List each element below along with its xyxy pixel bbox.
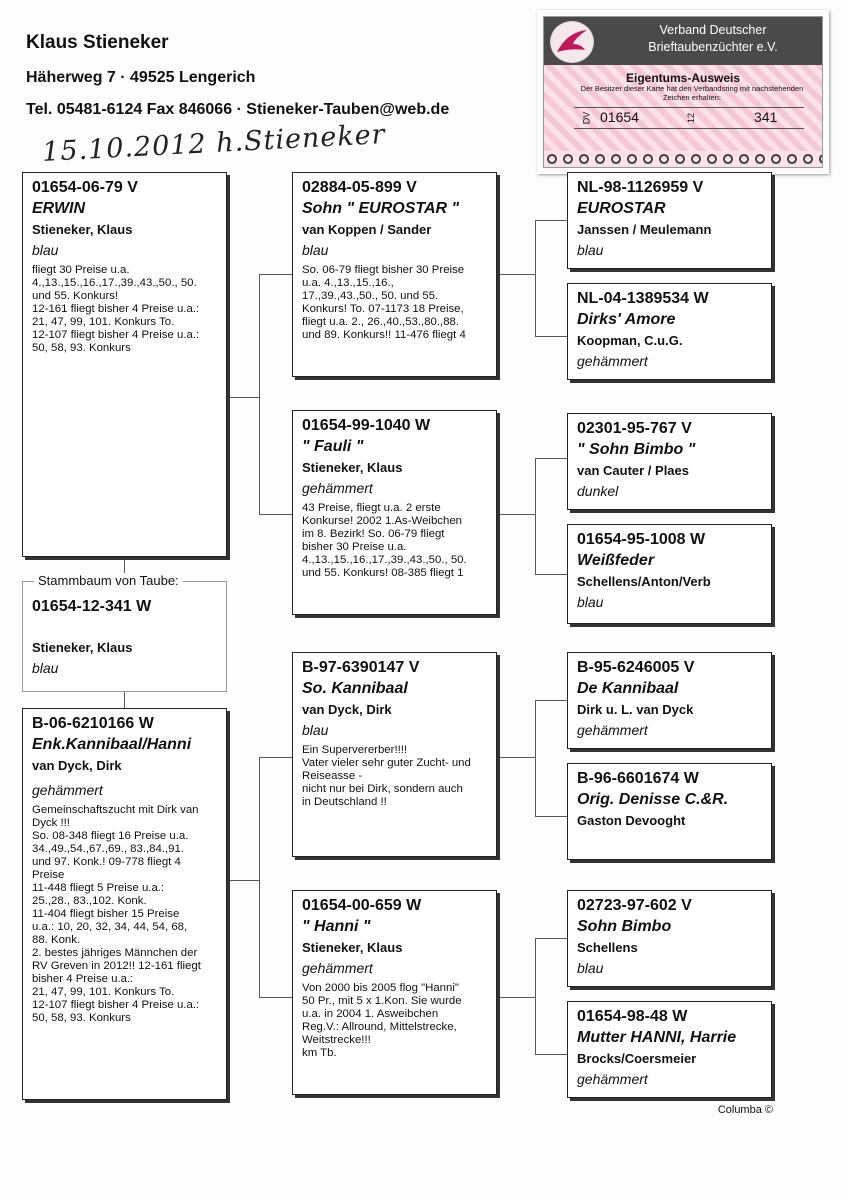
ggp-name: Orig. Denisse C.&R. — [577, 791, 729, 808]
dam-name: Enk.Kannibaal/Hanni — [32, 736, 192, 753]
dam-ring: B-06-6210166 W — [32, 715, 154, 732]
grandparent-notes: So. 06-79 fliegt bisher 30 Preise u.a. 4.,13.,15.,16., 17.,39.,43.,50., 50. und 55. Konkurs! To. 07-1173 18 Preise, fliegt u.a. 2., 26.,40.,53.,80.,88. und 89. Konkurs!! 11-476 fliegt 4 — [302, 264, 466, 341]
ggp-owner: Dirk u. L. van Dyck — [577, 702, 694, 717]
ggp-ring: 02723-97-602 V — [577, 897, 692, 914]
grandparent-ring: B-97-6390147 V — [302, 659, 420, 676]
handwritten-date-signature: 15.10.2012 h.Stieneker — [41, 119, 387, 168]
grandparent-color: blau — [302, 242, 329, 258]
breeder-contact: Tel. 05481-6124 Fax 846066 · Stieneker-Tauben@web.de — [26, 101, 450, 118]
great-grandparent-card — [567, 283, 772, 380]
grandparent-owner: Stieneker, Klaus — [302, 460, 403, 475]
stamp-org-line1: Verband Deutscher — [659, 23, 767, 37]
stamp-title: Eigentums-Ausweis — [625, 71, 741, 85]
ggp-ring: B-96-6601674 W — [577, 770, 699, 787]
grandparent-ring: 02884-05-899 V — [302, 179, 417, 196]
ggp-owner: Brocks/Coersmeier — [577, 1051, 697, 1066]
grandparent-card — [292, 172, 497, 377]
ggp-ring: NL-98-1126959 V — [577, 179, 704, 196]
dam-notes: Gemeinschaftszucht mit Dirk van Dyck !!! So. 08-348 fliegt 16 Preise u.a. 34.,49.,54.,67.,69., 83.,84.,91. und 97. Konk.! 09-778 fliegt 4 Preise 11-448 fliegt 5 Preise u.a.: 25.,28., 83.,102. Konk. 11-404 fliegt bisher 15 Preise u.a.: 10, 20, 32, 34, 44, 54, 68, 88. Konk. 2. bestes jähriges Männchen der RV Greven in 2012!! 12-161 fliegt bisher 4 Preise u.a.: 21, 47, 99, 101. Konkurs To. 12-107 fliegt bisher 4 Preise u.a.: 50, 58, 93. Konkurs — [32, 804, 201, 1024]
subject-ring: 01654-12-341 W — [32, 598, 152, 615]
breeder-address: Häherweg 7 · 49525 Lengerich — [26, 69, 256, 86]
subject-color: blau — [32, 660, 59, 676]
great-grandparent-card — [567, 652, 772, 749]
grandparent-name: " Fauli " — [302, 438, 364, 455]
ggp-name: De Kannibaal — [577, 680, 679, 697]
ggp-owner: Gaston Devooght — [577, 813, 686, 828]
ggp-name: EUROSTAR — [577, 200, 666, 217]
sire-ring: 01654-06-79 V — [32, 179, 138, 196]
ggp-name: " Sohn Bimbo " — [577, 441, 696, 458]
ggp-color: dunkel — [577, 483, 619, 499]
breeder-name: Klaus Stieneker — [26, 32, 169, 53]
sire-notes: fliegt 30 Preise u.a. 4.,13.,15.,16.,17.,39.,43.,50., 50. und 55. Konkurs! 12-161 fliegt bisher 4 Preise u.a.: 21, 47, 99, 101. Konkurs To. 12-107 fliegt bisher 4 Preise u.a.: 50, 58, 93. Konkurs — [32, 264, 200, 354]
great-grandparent-card — [567, 1001, 772, 1098]
ggp-color: blau — [577, 960, 604, 976]
dam-card — [22, 708, 227, 1100]
stamp-club: 01654 — [600, 109, 639, 125]
great-grandparent-card — [567, 890, 772, 987]
ggp-ring: 01654-98-48 W — [577, 1008, 688, 1025]
stamp-subtitle: Der Besitzer dieser Karte hat den Verbandsring mit nachstehenden Zeichen erhalten: — [580, 84, 804, 102]
dam-color: gehämmert — [32, 782, 103, 798]
ggp-ring: NL-04-1389534 W — [577, 290, 709, 307]
grandparent-card — [292, 410, 497, 615]
ggp-owner: Schellens — [577, 940, 638, 955]
grandparent-ring: 01654-99-1040 W — [302, 417, 431, 434]
ggp-color: gehämmert — [577, 1071, 648, 1087]
ggp-color: gehämmert — [577, 722, 648, 738]
sire-owner: Stieneker, Klaus — [32, 222, 133, 237]
grandparent-notes: Ein Supervererber!!!! Vater vieler sehr guter Zucht- und Reiseasse - nicht nur bei Dirk, sondern auch in Deutschland !! — [302, 744, 471, 808]
dam-owner: van Dyck, Dirk — [32, 758, 122, 773]
sire-color: blau — [32, 242, 59, 258]
sire-card — [22, 172, 227, 557]
grandparent-owner: van Koppen / Sander — [302, 222, 432, 237]
great-grandparent-card — [567, 413, 772, 510]
grandparent-name: Sohn " EUROSTAR " — [302, 200, 460, 217]
subject-caption: Stammbaum von Taube: — [34, 573, 183, 588]
stamp-year: 12 — [686, 112, 697, 124]
grandparent-card — [292, 652, 497, 857]
grandparent-notes: Von 2000 bis 2005 flog "Hanni" 50 Pr., mit 5 x 1.Kon. Sie wurde u.a. in 2004 1. Asweibchen Reg.V.: Allround, Mittelstrecke, Weitstrecke!!! km Tb. — [302, 982, 462, 1059]
ggp-color: blau — [577, 242, 604, 258]
grandparent-ring: 01654-00-659 W — [302, 897, 422, 914]
ownership-card — [537, 10, 829, 174]
subject-owner: Stieneker, Klaus — [32, 640, 133, 655]
grandparent-color: gehämmert — [302, 960, 373, 976]
grandparent-name: So. Kannibaal — [302, 680, 408, 697]
grandparent-owner: Stieneker, Klaus — [302, 940, 403, 955]
stamp-org-line2: Brieftaubenzüchter e.V. — [648, 40, 778, 54]
ggp-name: Weißfeder — [577, 552, 655, 569]
ggp-owner: Koopman, C.u.G. — [577, 333, 683, 348]
grandparent-color: gehämmert — [302, 480, 373, 496]
great-grandparent-card — [567, 172, 772, 269]
ggp-owner: Janssen / Meulemann — [577, 222, 712, 237]
ggp-color: blau — [577, 594, 604, 610]
sire-name: ERWIN — [32, 200, 86, 217]
ggp-name: Mutter HANNI, Harrie — [577, 1029, 737, 1046]
ggp-name: Dirks' Amore — [577, 311, 676, 328]
great-grandparent-card — [567, 763, 772, 860]
grandparent-notes: 43 Preise, fliegt u.a. 2 erste Konkurse! 2002 1.As-Weibchen im 8. Bezirk! So. 06-79 fliegt bisher 30 Preise u.a. 4.,13.,15.,16.,17.,39.,43.,50., 50. und 55. Konkurs! 08-385 fliegt 1 — [302, 502, 467, 579]
stamp-number: 341 — [754, 109, 778, 125]
grandparent-card — [292, 890, 497, 1095]
ggp-ring: 02301-95-767 V — [577, 420, 692, 437]
pigeon-logo-icon — [550, 21, 594, 63]
ggp-color: gehämmert — [577, 353, 648, 369]
ggp-owner: Schellens/Anton/Verb — [577, 574, 711, 589]
subject-card — [22, 581, 227, 692]
stamp-chain-border — [544, 151, 822, 167]
grandparent-color: blau — [302, 722, 329, 738]
ggp-ring: 01654-95-1008 W — [577, 531, 706, 548]
grandparent-name: " Hanni " — [302, 918, 371, 935]
footer-copyright: Columba © — [717, 1104, 773, 1116]
ggp-owner: van Cauter / Plaes — [577, 463, 689, 478]
ggp-name: Sohn Bimbo — [577, 918, 672, 935]
ggp-ring: B-95-6246005 V — [577, 659, 695, 676]
great-grandparent-card — [567, 524, 772, 624]
stamp-dv: DV — [581, 111, 592, 125]
grandparent-owner: van Dyck, Dirk — [302, 702, 392, 717]
stamp-ring-number — [574, 107, 804, 129]
